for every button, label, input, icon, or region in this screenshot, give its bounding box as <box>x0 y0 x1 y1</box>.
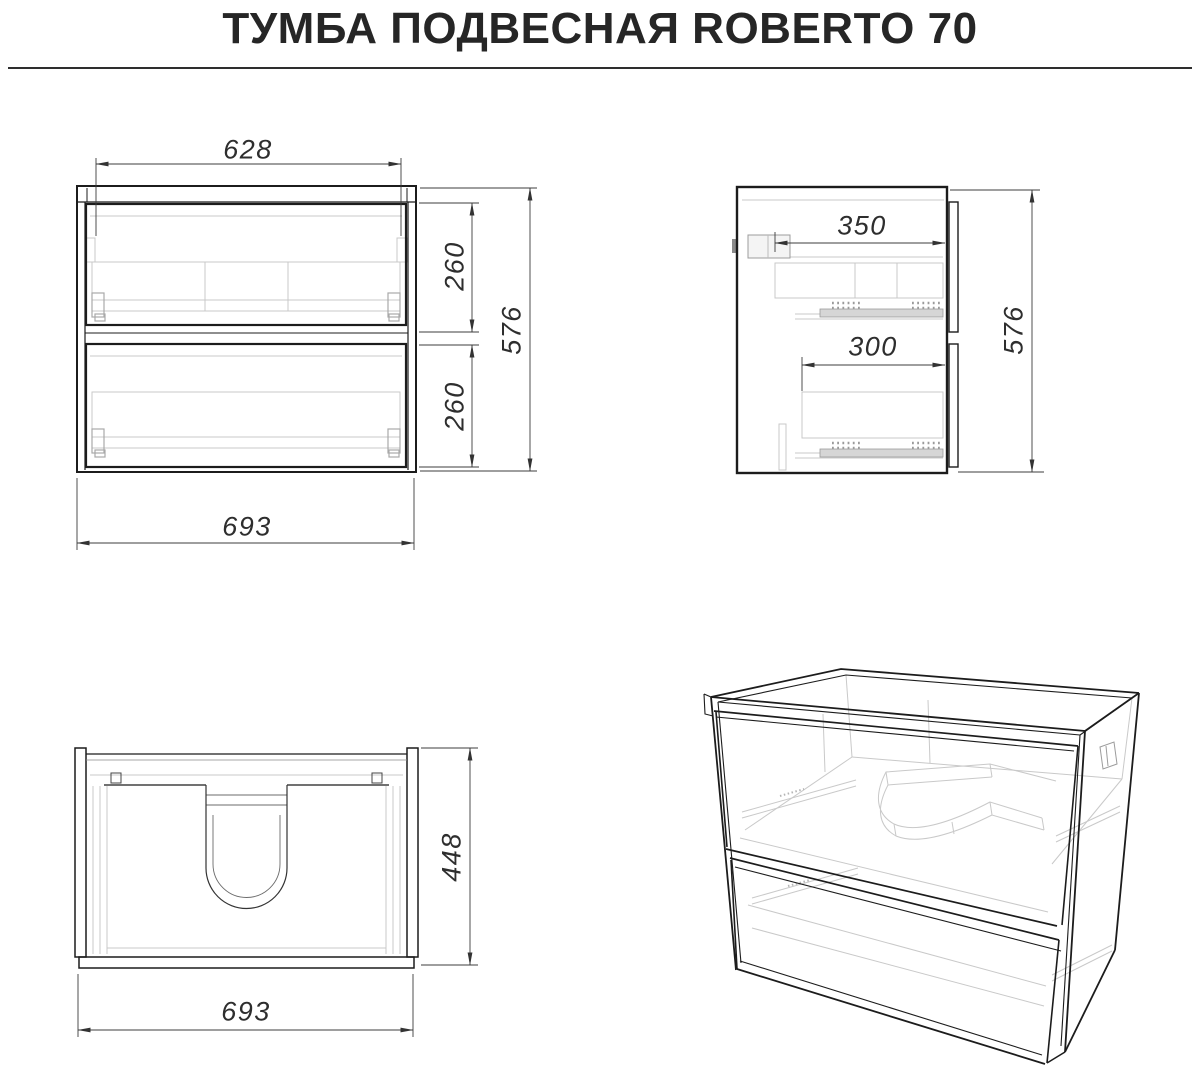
dim-front-drawer-top: 260 <box>439 241 470 291</box>
isometric-view <box>704 669 1139 1064</box>
dim-side-drawer-bottom-depth: 300 <box>848 331 898 362</box>
dim-top-width: 693 <box>221 996 271 1027</box>
front-view <box>77 158 537 550</box>
top-view <box>75 748 478 1037</box>
dim-front-total-height: 576 <box>496 305 527 355</box>
dim-front-bottom-width: 693 <box>222 511 272 542</box>
side-view <box>732 187 1044 473</box>
wall-bracket <box>732 235 790 258</box>
dim-side-total-height: 576 <box>998 305 1029 355</box>
hanging-bracket <box>1100 742 1117 769</box>
dim-front-top-width: 628 <box>223 134 273 165</box>
dim-top-depth: 448 <box>436 832 467 882</box>
dim-front-drawer-bottom: 260 <box>439 381 470 431</box>
dim-side-drawer-top-depth: 350 <box>837 210 887 241</box>
siphon-cutout <box>206 785 287 909</box>
drawing-title: ТУМБА ПОДВЕСНАЯ ROBERTO 70 <box>222 4 978 53</box>
